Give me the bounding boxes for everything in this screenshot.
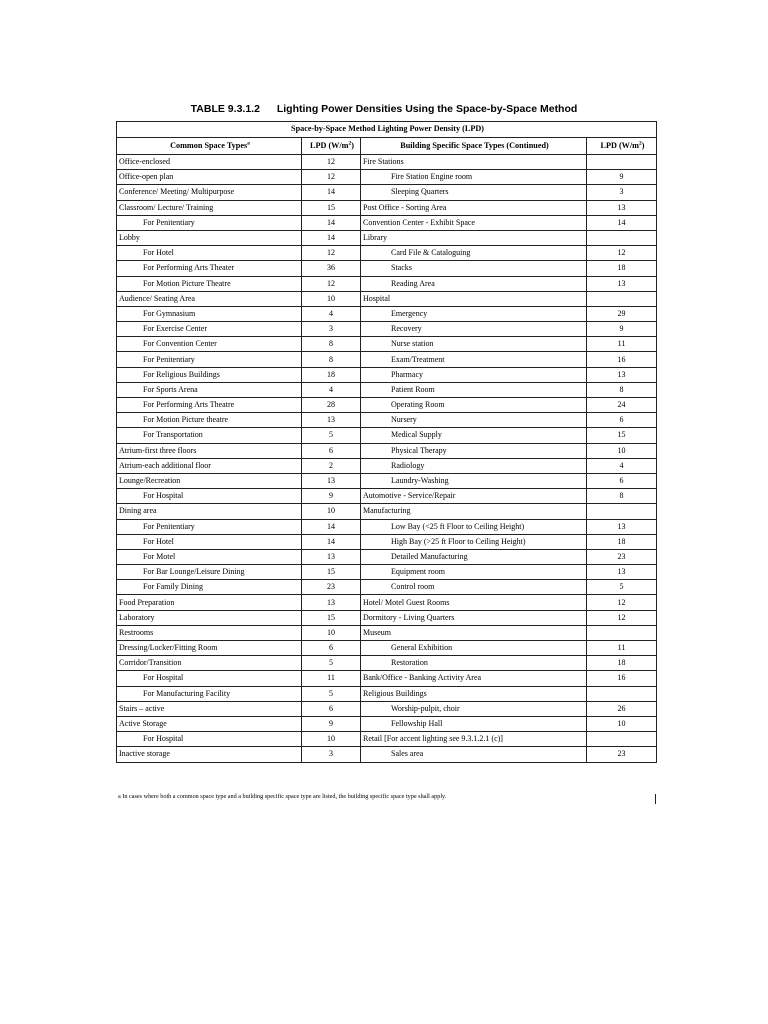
common-lpd-cell: 14 <box>302 534 361 549</box>
building-lpd-cell: 4 <box>587 458 657 473</box>
building-space-type-cell: Bank/Office - Banking Activity Area <box>361 671 587 686</box>
building-space-type-cell: Nursery <box>361 413 587 428</box>
building-lpd-cell: 23 <box>587 747 657 762</box>
building-space-type-cell: Medical Supply <box>361 428 587 443</box>
common-lpd-cell: 14 <box>302 215 361 230</box>
table-row <box>117 155 657 170</box>
common-lpd-cell: 15 <box>302 200 361 215</box>
common-space-type-cell: For Convention Center <box>117 337 302 352</box>
table-row <box>117 413 657 428</box>
building-lpd-cell: 26 <box>587 701 657 716</box>
building-lpd-cell: 13 <box>587 276 657 291</box>
common-lpd-cell: 8 <box>302 352 361 367</box>
table-border-tail <box>655 794 656 804</box>
building-lpd-cell: 14 <box>587 215 657 230</box>
building-space-type-cell: Museum <box>361 625 587 640</box>
building-lpd-cell: 11 <box>587 337 657 352</box>
common-space-type-cell: Laboratory <box>117 610 302 625</box>
common-lpd-cell: 5 <box>302 656 361 671</box>
common-space-type-cell: For Penitentiary <box>117 519 302 534</box>
table-row <box>117 625 657 640</box>
table-body <box>117 155 657 763</box>
common-lpd-cell: 28 <box>302 398 361 413</box>
building-space-type-cell: Exam/Treatment <box>361 352 587 367</box>
building-lpd-cell <box>587 230 657 245</box>
building-lpd-cell: 8 <box>587 382 657 397</box>
common-lpd-cell: 6 <box>302 443 361 458</box>
table-row <box>117 610 657 625</box>
table-row <box>117 306 657 321</box>
building-space-type-cell: Laundry-Washing <box>361 473 587 488</box>
building-space-type-cell: Nurse station <box>361 337 587 352</box>
common-space-type-cell: Dining area <box>117 504 302 519</box>
common-lpd-cell: 12 <box>302 276 361 291</box>
common-lpd-cell: 13 <box>302 473 361 488</box>
common-lpd-cell: 14 <box>302 230 361 245</box>
common-space-type-cell: For Motion Picture theatre <box>117 413 302 428</box>
building-lpd-cell <box>587 291 657 306</box>
building-space-type-cell: Worship-pulpit, choir <box>361 701 587 716</box>
building-lpd-cell: 13 <box>587 200 657 215</box>
building-space-type-cell: Patient Room <box>361 382 587 397</box>
common-space-type-cell: Active Storage <box>117 716 302 731</box>
building-space-type-cell: Restoration <box>361 656 587 671</box>
building-lpd-cell: 18 <box>587 534 657 549</box>
building-lpd-cell: 9 <box>587 322 657 337</box>
common-lpd-cell: 9 <box>302 489 361 504</box>
common-lpd-cell: 10 <box>302 504 361 519</box>
building-space-type-cell: Stacks <box>361 261 587 276</box>
building-lpd-cell: 12 <box>587 595 657 610</box>
common-space-type-cell: For Penitentiary <box>117 215 302 230</box>
table-row <box>117 443 657 458</box>
common-space-type-cell: Conference/ Meeting/ Multipurpose <box>117 185 302 200</box>
common-lpd-cell: 3 <box>302 322 361 337</box>
common-space-type-cell: Audience/ Seating Area <box>117 291 302 306</box>
building-lpd-cell <box>587 155 657 170</box>
building-space-type-cell: Physical Therapy <box>361 443 587 458</box>
building-lpd-cell: 18 <box>587 261 657 276</box>
table-row <box>117 428 657 443</box>
common-space-type-cell: For Performing Arts Theater <box>117 261 302 276</box>
common-lpd-cell: 6 <box>302 641 361 656</box>
table-row <box>117 519 657 534</box>
table-row <box>117 398 657 413</box>
building-lpd-cell: 29 <box>587 306 657 321</box>
building-lpd-cell: 12 <box>587 610 657 625</box>
common-lpd-cell: 13 <box>302 413 361 428</box>
common-lpd-cell: 12 <box>302 246 361 261</box>
building-lpd-cell: 10 <box>587 443 657 458</box>
building-space-type-cell: Retail [For accent lighting see 9.3.1.2.1 (c)] <box>361 732 587 747</box>
building-space-type-cell: Detailed Manufacturing <box>361 549 587 564</box>
table-row <box>117 382 657 397</box>
header-lpd-left: LPD $(W/m^2)$ <box>302 138 361 155</box>
table-row <box>117 458 657 473</box>
common-space-type-cell: Restrooms <box>117 625 302 640</box>
table-banner: Space-by-Space Method Lighting Power Density (LPD) <box>117 122 657 138</box>
table-header-row <box>117 138 657 155</box>
table-row <box>117 595 657 610</box>
table-row <box>117 686 657 701</box>
table-row <box>117 185 657 200</box>
building-space-type-cell: Religious Buildings <box>361 686 587 701</box>
common-space-type-cell: For Manufacturing Facility <box>117 686 302 701</box>
building-space-type-cell: Dormitory - Living Quarters <box>361 610 587 625</box>
building-space-type-cell: High Bay (>25 ft Floor to Ceiling Height) <box>361 534 587 549</box>
common-lpd-cell: 10 <box>302 625 361 640</box>
table-number: TABLE 9.3.1.2 <box>190 103 260 115</box>
table-row <box>117 367 657 382</box>
building-space-type-cell: Library <box>361 230 587 245</box>
table-row <box>117 473 657 488</box>
table-row <box>117 549 657 564</box>
lpd-table <box>116 121 657 763</box>
table-row <box>117 701 657 716</box>
table-row <box>117 489 657 504</box>
table-row <box>117 641 657 656</box>
table-row <box>117 747 657 762</box>
building-space-type-cell: Post Office - Sorting Area <box>361 200 587 215</box>
building-space-type-cell: Fire Station Engine room <box>361 170 587 185</box>
table-row <box>117 246 657 261</box>
building-space-type-cell: Low Bay (<25 ft Floor to Ceiling Height) <box>361 519 587 534</box>
common-space-type-cell: Atrium-each additional floor <box>117 458 302 473</box>
common-space-type-cell: Food Preparation <box>117 595 302 610</box>
table-row <box>117 732 657 747</box>
table-row <box>117 322 657 337</box>
building-lpd-cell: 6 <box>587 473 657 488</box>
common-lpd-cell: 13 <box>302 549 361 564</box>
common-lpd-cell: 10 <box>302 291 361 306</box>
building-space-type-cell: Hospital <box>361 291 587 306</box>
common-space-type-cell: Atrium-first three floors <box>117 443 302 458</box>
building-space-type-cell: Operating Room <box>361 398 587 413</box>
building-lpd-cell: 10 <box>587 716 657 731</box>
common-lpd-cell: 3 <box>302 747 361 762</box>
building-space-type-cell: General Exhibition <box>361 641 587 656</box>
table-row <box>117 337 657 352</box>
building-lpd-cell: 5 <box>587 580 657 595</box>
building-lpd-cell <box>587 732 657 747</box>
common-lpd-cell: 9 <box>302 716 361 731</box>
common-lpd-cell: 10 <box>302 732 361 747</box>
common-space-type-cell: For Motion Picture Theatre <box>117 276 302 291</box>
building-space-type-cell: Hotel/ Motel Guest Rooms <box>361 595 587 610</box>
building-lpd-cell: 11 <box>587 641 657 656</box>
common-space-type-cell: For Family Dining <box>117 580 302 595</box>
header-common-space-types: Common Space Types$^a$ <box>117 138 302 155</box>
table-row <box>117 565 657 580</box>
common-lpd-cell: 5 <box>302 428 361 443</box>
building-space-type-cell: Fellowship Hall <box>361 716 587 731</box>
building-space-type-cell: Fire Stations <box>361 155 587 170</box>
common-space-type-cell: For Religious Buildings <box>117 367 302 382</box>
building-lpd-cell <box>587 625 657 640</box>
building-space-type-cell: Recovery <box>361 322 587 337</box>
building-lpd-cell: 16 <box>587 352 657 367</box>
common-space-type-cell: For Hotel <box>117 246 302 261</box>
table-footnote: a In cases where both a common space type and a building specific space type are listed, the building specific space type shall apply. <box>118 793 447 800</box>
common-lpd-cell: 2 <box>302 458 361 473</box>
building-lpd-cell: 13 <box>587 367 657 382</box>
common-space-type-cell: Stairs – active <box>117 701 302 716</box>
building-lpd-cell: 3 <box>587 185 657 200</box>
table-row <box>117 534 657 549</box>
building-lpd-cell: 13 <box>587 565 657 580</box>
common-space-type-cell: Inactive storage <box>117 747 302 762</box>
table-row <box>117 276 657 291</box>
common-space-type-cell: For Exercise Center <box>117 322 302 337</box>
common-space-type-cell: Office-open plan <box>117 170 302 185</box>
building-lpd-cell: 16 <box>587 671 657 686</box>
table-caption: Lighting Power Densities Using the Space-by-Space Method <box>276 103 578 115</box>
building-space-type-cell: Reading Area <box>361 276 587 291</box>
table-row <box>117 261 657 276</box>
building-space-type-cell: Control room <box>361 580 587 595</box>
building-lpd-cell <box>587 504 657 519</box>
common-space-type-cell: For Sports Arena <box>117 382 302 397</box>
table-banner-row <box>117 122 657 138</box>
table-row <box>117 580 657 595</box>
building-space-type-cell: Sales area <box>361 747 587 762</box>
common-space-type-cell: For Transportation <box>117 428 302 443</box>
common-space-type-cell: Office-enclosed <box>117 155 302 170</box>
building-lpd-cell: 6 <box>587 413 657 428</box>
common-lpd-cell: 12 <box>302 155 361 170</box>
common-space-type-cell: Dressing/Locker/Fitting Room <box>117 641 302 656</box>
building-space-type-cell: Radiology <box>361 458 587 473</box>
building-space-type-cell: Equipment room <box>361 565 587 580</box>
table-row <box>117 656 657 671</box>
common-space-type-cell: For Hospital <box>117 732 302 747</box>
table-row <box>117 352 657 367</box>
common-lpd-cell: 8 <box>302 337 361 352</box>
table-row <box>117 230 657 245</box>
common-lpd-cell: 4 <box>302 306 361 321</box>
table-row <box>117 504 657 519</box>
common-lpd-cell: 6 <box>302 701 361 716</box>
building-space-type-cell: Pharmacy <box>361 367 587 382</box>
building-space-type-cell: Emergency <box>361 306 587 321</box>
building-lpd-cell: 9 <box>587 170 657 185</box>
common-space-type-cell: Lobby <box>117 230 302 245</box>
common-space-type-cell: For Hospital <box>117 489 302 504</box>
building-lpd-cell: 13 <box>587 519 657 534</box>
header-building-specific-space-types: Building Specific Space Types (Continued) <box>361 138 587 155</box>
table-row <box>117 215 657 230</box>
common-space-type-cell: For Penitentiary <box>117 352 302 367</box>
table-row <box>117 200 657 215</box>
common-lpd-cell: 14 <box>302 519 361 534</box>
table-row <box>117 170 657 185</box>
common-lpd-cell: 15 <box>302 610 361 625</box>
building-space-type-cell: Convention Center - Exhibit Space <box>361 215 587 230</box>
building-space-type-cell: Automotive - Service/Repair <box>361 489 587 504</box>
building-lpd-cell: 15 <box>587 428 657 443</box>
common-lpd-cell: 5 <box>302 686 361 701</box>
building-space-type-cell: Sleeping Quarters <box>361 185 587 200</box>
common-space-type-cell: For Gymnasium <box>117 306 302 321</box>
common-lpd-cell: 13 <box>302 595 361 610</box>
header-lpd-right: LPD $(W/m^2)$ <box>587 138 657 155</box>
common-space-type-cell: Lounge/Recreation <box>117 473 302 488</box>
building-lpd-cell: 24 <box>587 398 657 413</box>
building-lpd-cell: 23 <box>587 549 657 564</box>
common-space-type-cell: For Motel <box>117 549 302 564</box>
building-lpd-cell <box>587 686 657 701</box>
table-row <box>117 291 657 306</box>
building-lpd-cell: 8 <box>587 489 657 504</box>
common-lpd-cell: 18 <box>302 367 361 382</box>
common-space-type-cell: For Hospital <box>117 671 302 686</box>
common-lpd-cell: 14 <box>302 185 361 200</box>
common-space-type-cell: For Bar Lounge/Leisure Dining <box>117 565 302 580</box>
common-lpd-cell: 12 <box>302 170 361 185</box>
building-space-type-cell: Card File & Cataloguing <box>361 246 587 261</box>
building-lpd-cell: 12 <box>587 246 657 261</box>
building-lpd-cell: 18 <box>587 656 657 671</box>
common-lpd-cell: 11 <box>302 671 361 686</box>
common-space-type-cell: Classroom/ Lecture/ Training <box>117 200 302 215</box>
common-space-type-cell: Corridor/Transition <box>117 656 302 671</box>
table-title <box>0 103 768 115</box>
building-space-type-cell: Manufacturing <box>361 504 587 519</box>
common-lpd-cell: 4 <box>302 382 361 397</box>
table-row <box>117 716 657 731</box>
table-row <box>117 671 657 686</box>
common-lpd-cell: 15 <box>302 565 361 580</box>
common-lpd-cell: 23 <box>302 580 361 595</box>
common-space-type-cell: For Hotel <box>117 534 302 549</box>
common-lpd-cell: 36 <box>302 261 361 276</box>
common-space-type-cell: For Performing Arts Theatre <box>117 398 302 413</box>
